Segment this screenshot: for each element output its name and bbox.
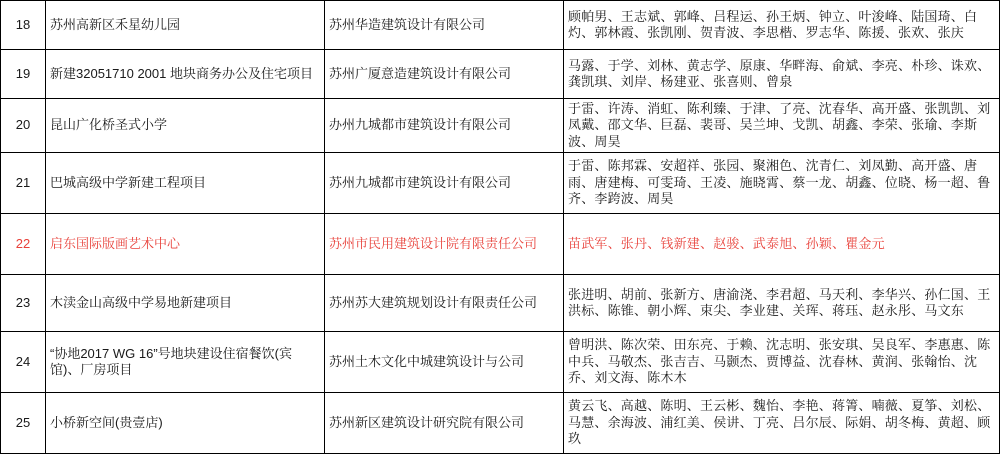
personnel-list: 曾明洪、陈次荣、田东亮、于赖、沈志明、张安琪、吴良军、李惠惠、陈中兵、马敬杰、张吉吉、马颢杰、贾博益、沈春林、黄润、张翰怡、沈乔、刘文海、陈木木 (564, 331, 1000, 392)
design-organization: 苏州新区建筑设计研究院有限公司 (325, 392, 564, 453)
project-name: 昆山广化桥圣式小学 (46, 99, 325, 153)
personnel-list: 张进明、胡前、张新方、唐渝浇、李君超、马天利、李华兴、孙仁国、王洪标、陈锥、朝小辉、束尖、李业建、关珲、蒋珏、赵永彤、马文东 (564, 274, 1000, 331)
row-index: 20 (1, 99, 46, 153)
row-index: 21 (1, 152, 46, 213)
personnel-list: 黄云飞、高越、陈明、王云彬、魏怡、李艳、蒋箐、喃薇、夏筝、刘松、马慧、余海波、浦红美、侯讲、丁亮、吕尔辰、际娟、胡冬梅、黄超、顾玖 (564, 392, 1000, 453)
personnel-list: 马露、于学、刘林、黄志学、原康、华畔海、俞斌、李亮、朴珍、诛欢、龚凯琪、刘岸、杨建亚、张喜则、曾泉 (564, 50, 1000, 99)
row-index: 25 (1, 392, 46, 453)
table-row-highlighted (1, 213, 1000, 274)
row-index: 22 (1, 213, 46, 274)
project-name: 巴城高级中学新建工程项目 (46, 152, 325, 213)
row-index: 18 (1, 1, 46, 50)
design-organization: 苏州九城都市建筑设计有限公司 (325, 152, 564, 213)
table-row (1, 1, 1000, 50)
table-row (1, 392, 1000, 453)
personnel-list: 顾帕男、王志斌、郭峰、吕程运、孙王炳、钟立、叶浚峰、陆国琦、白灼、郭林霞、张凯刚、贺青波、李思楷、罗志华、陈援、张欢、张庆 (564, 1, 1000, 50)
project-name: 小桥新空间(贵壹店) (46, 392, 325, 453)
table-body (1, 1, 1000, 454)
project-name: “协地2017 WG 16”号地块建设住宿餐饮(宾馆)、厂房项目 (46, 331, 325, 392)
design-organization: 苏州广厦意造建筑设计有限公司 (325, 50, 564, 99)
design-organization: 办州九城都市建筑设计有限公司 (325, 99, 564, 153)
project-name: 苏州高新区禾星幼儿园 (46, 1, 325, 50)
design-organization: 苏州苏大建筑规划设计有限责任公司 (325, 274, 564, 331)
row-index: 23 (1, 274, 46, 331)
table-row (1, 152, 1000, 213)
table-row (1, 99, 1000, 153)
project-name: 木渎金山高级中学易地新建项目 (46, 274, 325, 331)
personnel-list: 苗武军、张丹、钱新建、赵骏、武泰旭、孙颖、瞿金元 (564, 213, 1000, 274)
personnel-list: 于雷、陈邦霖、安超祥、张园、聚湘色、沈青仁、刘凤勤、高开盛、唐雨、唐建梅、可雯琦、王凌、施晓霄、蔡一龙、胡鑫、位晓、杨一超、鲁齐、李跨波、周昊 (564, 152, 1000, 213)
table-row (1, 274, 1000, 331)
table-row (1, 50, 1000, 99)
design-organization: 苏州市民用建筑设计院有限责任公司 (325, 213, 564, 274)
row-index: 24 (1, 331, 46, 392)
project-name: 启东国际版画艺术中心 (46, 213, 325, 274)
table-row (1, 331, 1000, 392)
row-index: 19 (1, 50, 46, 99)
design-organization: 苏州华造建筑设计有限公司 (325, 1, 564, 50)
personnel-list: 于雷、许涛、消虹、陈利臻、于津、了亮、沈春华、高开盛、张凯凯、刘凤戴、邵文华、巨磊、裴哥、吴兰坤、戈凯、胡鑫、李荣、张瑜、李斯波、周昊 (564, 99, 1000, 153)
design-organization: 苏州土木文化中城建筑设计与公司 (325, 331, 564, 392)
project-name: 新建32051710 2001 地块商务办公及住宅项目 (46, 50, 325, 99)
